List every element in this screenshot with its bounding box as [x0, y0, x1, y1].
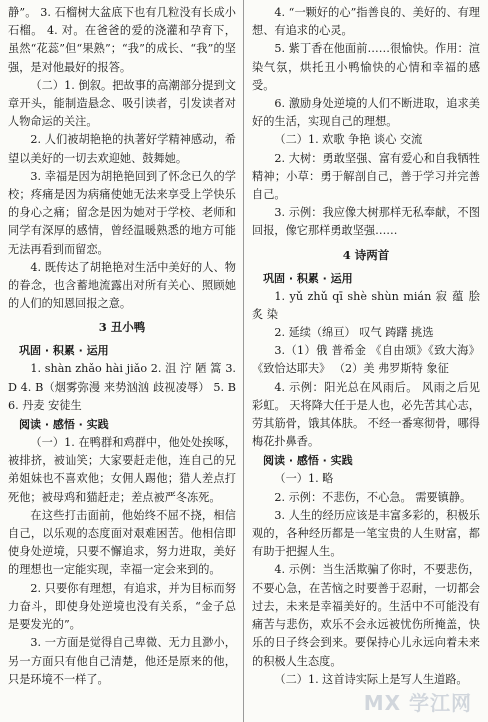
- answer-paragraph: （二）1. 欢歌 争艳 谈心 交流: [274, 133, 423, 147]
- section-heading: 巩固 · 积累 · 运用: [263, 271, 353, 285]
- answer-paragraph: 1. yǔ zhǔ qī shè shùn mián 寂 蕴 脍炙 染: [252, 289, 480, 321]
- section-heading: 阅读 · 感悟 · 实践: [19, 418, 109, 432]
- answer-paragraph: 4. 示例：阳光总在风雨后。 风雨之后见彩虹。 天将降大任于是人也，必先苦其心志，劳其筋骨，饿其体肤。 不经一番寒彻骨，哪得梅花扑鼻香。: [252, 380, 480, 449]
- section-heading: 阅读 · 感悟 · 实践: [263, 454, 353, 468]
- answer-paragraph: 3. 示例：我应像大树那样无私奉献，不图回报，像它那样勇敢坚强……: [252, 206, 480, 238]
- section-heading: 巩固 · 积累 · 运用: [19, 344, 109, 358]
- answer-paragraph: 4. 既传达了胡艳艳对生活中美好的人、物的眷念，也含蓄地流露出对所有关心、照顾她的人们的知恩回报之意。: [8, 260, 236, 311]
- answer-paragraph: 2. 延续（绵亘） 叹气 踌躇 挑选: [274, 326, 434, 340]
- answer-paragraph: 5. 紫丁香在他面前……很愉快。作用：渲染气氛，烘托丑小鸭愉快的心情和幸福的感受。: [252, 42, 480, 92]
- answer-paragraph: 3. 幸福是因为胡艳艳回到了怀念已久的学校；疼痛是因为病痛使她无法来享受上学快乐的身心之痛；留念是因为她对于学校、老师和同学有深厚的感情，曾经温暖熟悉的地方可能无法再看到而留恋。: [8, 169, 236, 256]
- answer-paragraph: 4. 示例：当生活欺骗了你时，不要悲伤，不要心急，在苦恼之时要善于忍耐，一切都会过去，未来是幸福美好的。生活中不可能没有痛苦与悲伤，欢乐不会永远被忧伤所掩盖，快乐的日子终会到来。要保持心儿永远向着未来的积极人生态度。: [252, 563, 480, 668]
- answer-paragraph: 静”。 3. 石榴树大盆底下也有几粒没有长成小石榴。 4. 对。在爸爸的爱的浇灌和孕育下，虽然“花蕊”但“果熟”；“我”的成长、“我”的坚强，是对他最好的报答。: [8, 6, 236, 74]
- answer-paragraph: 2. 人们被胡艳艳的执著好学精神感动，希望以美好的一切去欢迎她、鼓舞她。: [8, 133, 236, 165]
- answer-paragraph: （二）1. 这首诗实际上是写人生道路。: [274, 672, 468, 686]
- answer-paragraph: 在这些打击面前，他始终不屈不挠，相信自己，以乐观的态度面对艰难困苦。他相信即使身处逆境，只要不懈追求，努力进取，美好的理想也一定能实现，幸福一定会来到的。: [8, 508, 236, 577]
- answer-paragraph: 2. 示例：不悲伤，不心急。 需要镇静。: [274, 490, 472, 504]
- answer-paragraph: （二）1. 倒叙。把故事的高潮部分提到文章开头，能制造悬念、吸引读者，引发读者对人物命运的关注。: [8, 78, 236, 129]
- answer-paragraph: 3.（1）俄 普希金 《自由颂》《致大海》《致恰达耶夫》 （2）美 弗罗斯特 象征: [252, 344, 480, 376]
- answer-paragraph: 3. 人生的经历应该是丰富多彩的，积极乐观的，各种经历都是一笔宝贵的人生财富，都有助于把握人生。: [252, 508, 480, 559]
- watermark: MX 学江网: [363, 691, 472, 715]
- answer-paragraph: 2. 只要你有理想，有追求，并为目标而努力奋斗，即使身处逆境也没有关系，“金子总是要发光的”。: [8, 581, 236, 632]
- answer-paragraph: 2. 大树：勇敢坚强、富有爱心和自我牺牲精神；小草：勇于解剖自己，善于学习并完善自己。: [252, 151, 480, 202]
- answer-paragraph: 3. 一方面是觉得自己卑微、无力且渺小，另一方面只有他自己清楚，他还是原来的他，只是环境不一样了。: [8, 636, 236, 686]
- answer-paragraph: 4. “一颗好的心”指善良的、美好的、有理想、有追求的心灵。: [252, 6, 480, 38]
- section-title: 3 丑小鸭: [98, 320, 146, 335]
- answer-paragraph: （一）1. 略: [274, 472, 334, 486]
- left-column: [8, 4, 236, 689]
- answer-paragraph: 6. 激励身处逆境的人们不断进取，追求美好的生活，实现自己的理想。: [252, 97, 480, 129]
- answer-paragraph: 1. shàn zhǎo hài jiǎo 2. 沮 泞 陋 篙 3. D 4. B（烟雾弥漫 来势汹汹 歧视凌辱） 5. B 6. 丹麦 安徒生: [8, 362, 236, 412]
- answer-paragraph: （一）1. 在鸭群和鸡群中，他处处挨啄，被排挤，被讪笑；大家要赶走他，连自己的兄弟姐妹也不喜欢他；女佣人踢他；猎人差点打死他；被母鸡和猫赶走；差点被严冬冻死。: [8, 436, 236, 504]
- right-column: [252, 4, 480, 689]
- section-title: 4 诗两首: [342, 247, 390, 262]
- column-divider: [243, 0, 244, 722]
